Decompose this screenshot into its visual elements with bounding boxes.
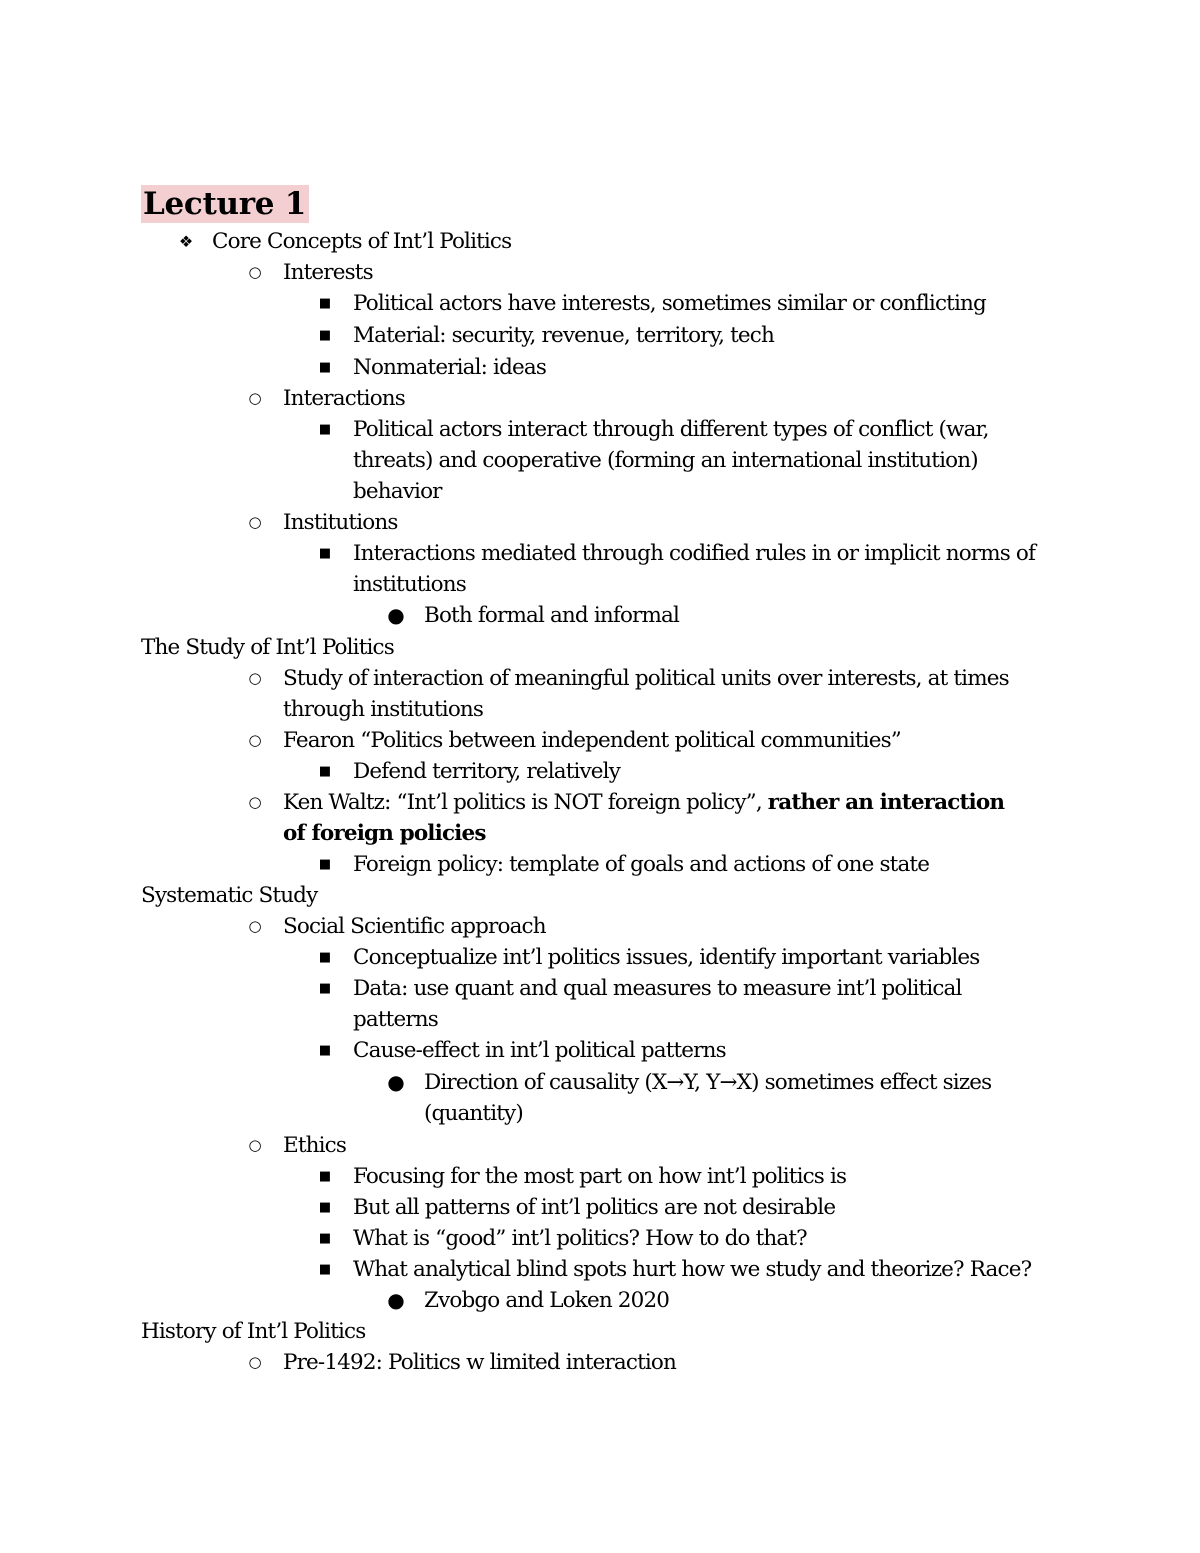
list-item: Defend territory, relatively [353, 759, 621, 784]
dot-bullet-icon: ● [387, 1070, 405, 1094]
square-bullet-icon: ■ [318, 857, 332, 872]
circle-bullet-icon: ○ [248, 917, 262, 935]
list-item: Political actors have interests, sometimes similar or conflicting [353, 291, 986, 316]
list-item-continuation: through institutions [283, 697, 484, 722]
square-bullet-icon: ■ [318, 546, 332, 561]
list-item: What is “good” int’l politics? How to do that? [353, 1226, 807, 1251]
square-bullet-icon: ■ [318, 1200, 332, 1215]
dot-bullet-icon: ● [387, 1288, 405, 1312]
list-item-continuation: threats) and cooperative (forming an international institution) [353, 448, 978, 473]
list-item-continuation: institutions [353, 572, 466, 597]
dot-bullet-icon: ● [387, 603, 405, 627]
list-item-continuation [283, 818, 486, 849]
square-bullet-icon: ■ [318, 1043, 332, 1058]
circle-bullet-icon: ○ [248, 389, 262, 407]
list-item-continuation: patterns [353, 1007, 438, 1032]
waltz-emphasis-text: of foreign policies [283, 821, 486, 846]
square-bullet-icon: ■ [318, 328, 332, 343]
square-bullet-icon: ■ [318, 422, 332, 437]
list-item-social: Social Scientific approach [283, 914, 546, 939]
list-item-interests: Interests [283, 260, 373, 285]
list-item: Cause-effect in int’l political patterns [353, 1038, 726, 1063]
diamond-bullet-icon: ❖ [178, 232, 194, 251]
square-bullet-icon: ■ [318, 360, 332, 375]
list-item: Zvobgo and Loken 2020 [424, 1288, 670, 1313]
circle-bullet-icon: ○ [248, 1136, 262, 1154]
list-item: Both formal and informal [424, 603, 680, 628]
section-heading-systematic: Systematic Study [141, 883, 318, 908]
list-item: Data: use quant and qual measures to measure int’l political [353, 976, 962, 1001]
square-bullet-icon: ■ [318, 950, 332, 965]
section-heading-history: History of Int’l Politics [141, 1319, 366, 1344]
list-item: Foreign policy: template of goals and actions of one state [353, 852, 930, 877]
list-item: Material: security, revenue, territory, tech [353, 323, 774, 348]
circle-bullet-icon: ○ [248, 263, 262, 281]
circle-bullet-icon: ○ [248, 731, 262, 749]
square-bullet-icon: ■ [318, 1231, 332, 1246]
list-item: Nonmaterial: ideas [353, 355, 547, 380]
section-heading-study: The Study of Int’l Politics [141, 635, 394, 660]
circle-bullet-icon: ○ [248, 669, 262, 687]
list-item: Focusing for the most part on how int’l politics is [353, 1164, 847, 1189]
list-item-institutions: Institutions [283, 510, 398, 535]
lecture-title: Lecture 1 [141, 185, 309, 223]
circle-bullet-icon: ○ [248, 1353, 262, 1371]
list-item-core-concepts: Core Concepts of Int’l Politics [212, 229, 512, 254]
list-item: Pre-1492: Politics w limited interaction [283, 1350, 676, 1375]
list-item: Fearon “Politics between independent political communities” [283, 728, 901, 753]
square-bullet-icon: ■ [318, 764, 332, 779]
waltz-emphasis-text: rather an interaction [767, 790, 1005, 815]
list-item-continuation: (quantity) [424, 1101, 523, 1126]
list-item-ethics: Ethics [283, 1133, 347, 1158]
list-item-waltz [283, 787, 1004, 818]
waltz-quote-text: Ken Waltz: “Int’l politics is NOT foreign policy”, [283, 790, 768, 815]
square-bullet-icon: ■ [318, 1169, 332, 1184]
list-item: What analytical blind spots hurt how we study and theorize? Race? [353, 1257, 1032, 1282]
circle-bullet-icon: ○ [248, 513, 262, 531]
circle-bullet-icon: ○ [248, 793, 262, 811]
list-item: Direction of causality (X→Y, Y→X) sometimes effect sizes [424, 1070, 992, 1095]
list-item: Study of interaction of meaningful political units over interests, at times [283, 666, 1009, 691]
list-item-continuation: behavior [353, 479, 442, 504]
square-bullet-icon: ■ [318, 1262, 332, 1277]
list-item-interactions: Interactions [283, 386, 405, 411]
square-bullet-icon: ■ [318, 296, 332, 311]
list-item: But all patterns of int’l politics are not desirable [353, 1195, 836, 1220]
square-bullet-icon: ■ [318, 981, 332, 996]
list-item: Political actors interact through different types of conflict (war, [353, 417, 989, 442]
list-item: Interactions mediated through codified rules in or implicit norms of [353, 541, 1036, 566]
list-item: Conceptualize int’l politics issues, identify important variables [353, 945, 980, 970]
